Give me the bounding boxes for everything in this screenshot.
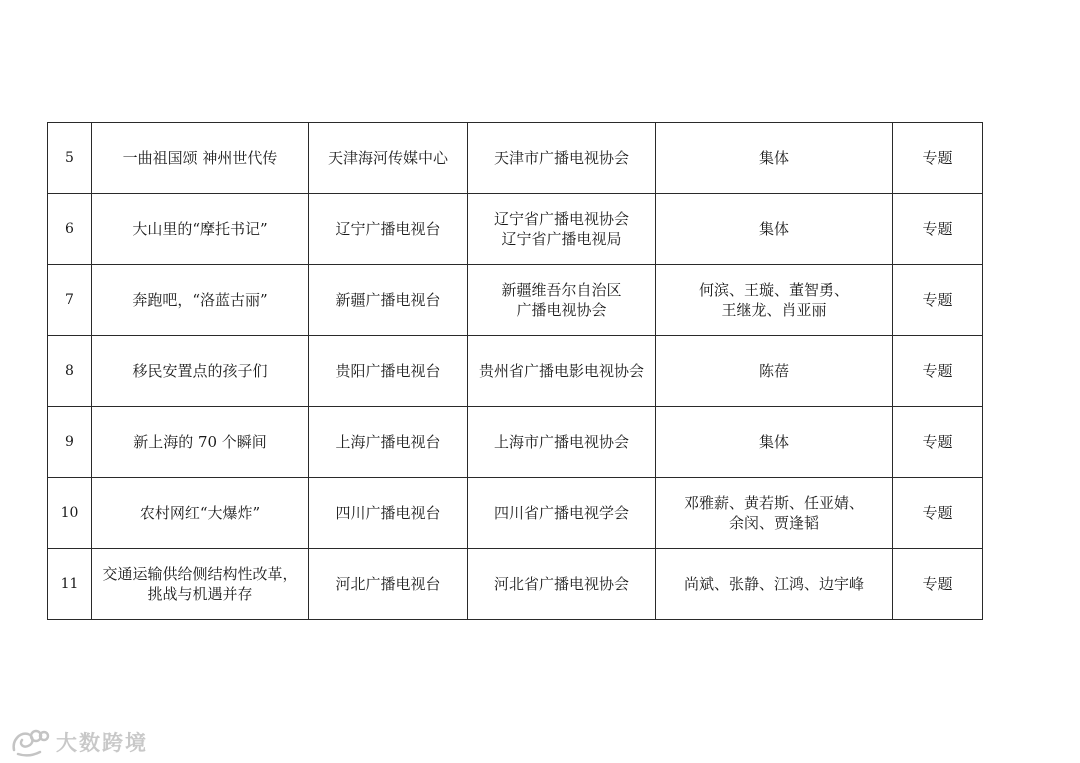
watermark-text: 大数跨境: [56, 731, 148, 755]
cell-category: [893, 478, 983, 549]
cell-title-line: 新上海的 70 个瞬间: [133, 433, 267, 451]
cell-recommender: [468, 265, 656, 336]
cell-creators: [656, 265, 893, 336]
cell-creators-line: 余闵、贾逢韬: [728, 514, 819, 532]
cell-creators-line: 邓雅薪、黄若斯、任亚婧、: [683, 494, 864, 512]
cell-category: [893, 123, 983, 194]
cell-creators: [656, 123, 893, 194]
cell-unit: [309, 265, 468, 336]
table-row: [48, 407, 983, 478]
cell-recommender-line: 河北省广播电视协会: [493, 575, 629, 593]
cell-recommender: [468, 478, 656, 549]
cell-title-line: 奔跑吧，“洛蓝古丽”: [132, 291, 268, 309]
cell-title-line: 挑战与机遇并存: [147, 585, 253, 603]
cell-unit-line: 辽宁广播电视台: [335, 220, 441, 238]
cell-recommender-line: 广播电视协会: [516, 301, 607, 319]
cell-category-line: 专题: [922, 291, 953, 309]
cell-title: [92, 549, 309, 620]
cell-unit: [309, 194, 468, 265]
cell-creators-line: 王继龙、肖亚丽: [721, 301, 827, 319]
cell-recommender-line: 辽宁省广播电视局: [501, 230, 622, 248]
table-row: [48, 336, 983, 407]
cell-recommender: [468, 407, 656, 478]
cell-title-line: 移民安置点的孩子们: [132, 362, 268, 380]
cell-recommender-line: 天津市广播电视协会: [493, 149, 629, 167]
cell-number: 9: [48, 407, 92, 478]
cell-number: 11: [48, 549, 92, 620]
cell-category-line: 专题: [922, 149, 953, 167]
cell-unit-line: 上海广播电视台: [335, 433, 441, 451]
cell-unit-line: 河北广播电视台: [335, 575, 441, 593]
cell-recommender-line: 新疆维吾尔自治区: [501, 281, 622, 299]
cell-number: 7: [48, 265, 92, 336]
award-table: [47, 122, 983, 620]
cell-creators-line: 何滨、王璇、董智勇、: [698, 281, 849, 299]
cell-creators: [656, 549, 893, 620]
cell-creators: [656, 336, 893, 407]
cell-recommender: [468, 549, 656, 620]
cell-number: 8: [48, 336, 92, 407]
cell-creators: [656, 478, 893, 549]
cell-title-line: 农村网红“大爆炸”: [139, 504, 261, 522]
cell-category: [893, 336, 983, 407]
cell-title-line: 一曲祖国颂 神州世代传: [122, 149, 278, 167]
cell-unit: [309, 549, 468, 620]
cell-creators: [656, 194, 893, 265]
cell-recommender: [468, 123, 656, 194]
cell-unit-line: 天津海河传媒中心: [327, 149, 448, 167]
cell-category-line: 专题: [922, 504, 953, 522]
cell-recommender: [468, 194, 656, 265]
cell-category-line: 专题: [922, 362, 953, 380]
cell-title: [92, 194, 309, 265]
table-row: [48, 478, 983, 549]
table-row: [48, 549, 983, 620]
cell-category-line: 专题: [922, 433, 953, 451]
cell-recommender-line: 贵州省广播电影电视协会: [478, 362, 644, 380]
cell-title: [92, 265, 309, 336]
cell-title: [92, 123, 309, 194]
cell-title-line: 大山里的“摩托书记”: [132, 220, 268, 238]
cell-unit: [309, 123, 468, 194]
cell-recommender-line: 四川省广播电视学会: [493, 504, 629, 522]
table-row: [48, 194, 983, 265]
cell-recommender: [468, 336, 656, 407]
cell-creators-line: 尚斌、张静、江鸿、边宇峰: [683, 575, 864, 593]
cell-creators-line: 集体: [758, 149, 789, 167]
cell-creators-line: 集体: [758, 433, 789, 451]
cell-unit-line: 贵阳广播电视台: [335, 362, 441, 380]
cell-title-line: 交通运输供给侧结构性改革，: [102, 565, 298, 583]
cell-unit: [309, 478, 468, 549]
cell-category: [893, 194, 983, 265]
cell-recommender-line: 上海市广播电视协会: [493, 433, 629, 451]
cell-category-line: 专题: [922, 575, 953, 593]
table-row: [48, 123, 983, 194]
cell-unit: [309, 336, 468, 407]
cell-recommender-line: 辽宁省广播电视协会: [493, 210, 629, 228]
cell-unit-line: 四川广播电视台: [335, 504, 441, 522]
cell-title: [92, 478, 309, 549]
cell-category-line: 专题: [922, 220, 953, 238]
cell-category: [893, 549, 983, 620]
cell-title: [92, 407, 309, 478]
brand-logo-icon: [10, 726, 50, 758]
cell-category: [893, 407, 983, 478]
cell-number: 10: [48, 478, 92, 549]
watermark: [10, 726, 148, 758]
table-row: [48, 265, 983, 336]
cell-number: 5: [48, 123, 92, 194]
cell-number: 6: [48, 194, 92, 265]
cell-unit: [309, 407, 468, 478]
cell-creators-line: 陈蓓: [758, 362, 789, 380]
cell-title: [92, 336, 309, 407]
cell-category: [893, 265, 983, 336]
cell-creators: [656, 407, 893, 478]
cell-creators-line: 集体: [758, 220, 789, 238]
cell-unit-line: 新疆广播电视台: [335, 291, 441, 309]
